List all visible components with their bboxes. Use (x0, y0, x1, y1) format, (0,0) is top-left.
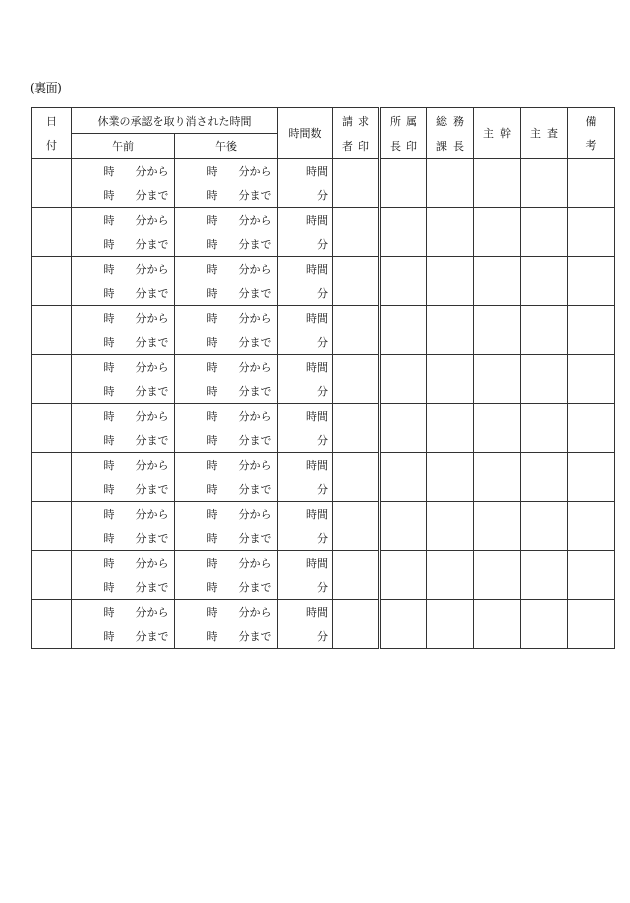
remarks-cell[interactable] (568, 453, 615, 502)
hours-cell[interactable] (278, 453, 333, 478)
inspector-cell[interactable] (521, 502, 568, 551)
remarks-cell[interactable] (568, 600, 615, 649)
inspector-cell[interactable] (521, 159, 568, 208)
inspector-cell[interactable] (521, 257, 568, 306)
record-row-top (32, 551, 615, 576)
office-head-seal-cell[interactable] (380, 502, 427, 551)
office-head-seal-cell[interactable] (380, 551, 427, 600)
am-until-cell[interactable] (72, 575, 175, 600)
cell-label: 時 (206, 606, 218, 619)
cell-label: 時間 (306, 361, 328, 374)
cell-label: 時 (103, 263, 115, 276)
cell-label: 査 (547, 127, 558, 140)
header-hours: 時間数 (278, 108, 333, 159)
date-cell[interactable] (32, 502, 72, 551)
pm-from-cell[interactable] (175, 257, 278, 282)
minutes-cell[interactable] (278, 281, 333, 306)
header-pm: 午後 (175, 134, 278, 159)
cell-label: 分から (135, 263, 169, 276)
inspector-cell[interactable] (521, 600, 568, 649)
cell-label: 時 (103, 361, 115, 374)
requester-seal-cell[interactable] (333, 208, 380, 257)
minutes-cell[interactable] (278, 183, 333, 208)
cell-label: 分まで (135, 483, 169, 496)
cell-label: 時間 (306, 214, 328, 227)
cell-label: 分まで (238, 189, 272, 202)
cell-label: 分から (135, 410, 169, 423)
header-requester-seal-bottom (333, 134, 380, 159)
header-remarks (568, 108, 615, 159)
date-cell[interactable] (32, 159, 72, 208)
cell-label: 分まで (135, 189, 169, 202)
general-affairs-chief-cell[interactable] (427, 159, 474, 208)
chief-officer-cell[interactable] (474, 208, 521, 257)
cell-label: 分まで (238, 434, 272, 447)
office-head-seal-cell[interactable] (380, 159, 427, 208)
cell-label: 時 (103, 238, 115, 251)
am-from-cell[interactable] (72, 453, 175, 478)
pm-from-cell[interactable] (175, 208, 278, 233)
chief-officer-cell[interactable] (474, 453, 521, 502)
cell-label: 時 (206, 459, 218, 472)
pm-until-cell[interactable] (175, 183, 278, 208)
am-from-cell[interactable] (72, 257, 175, 282)
pm-from-cell[interactable] (175, 404, 278, 429)
cell-label: 分 (317, 238, 328, 251)
hours-cell[interactable] (278, 404, 333, 429)
pm-until-cell[interactable] (175, 575, 278, 600)
record-row-top (32, 453, 615, 478)
cell-label: 時 (103, 630, 115, 643)
am-from-cell[interactable] (72, 306, 175, 331)
pm-from-cell[interactable] (175, 502, 278, 527)
am-from-cell[interactable] (72, 208, 175, 233)
cell-label: 時 (206, 385, 218, 398)
chief-officer-cell[interactable] (474, 551, 521, 600)
am-from-cell[interactable] (72, 355, 175, 380)
am-until-cell[interactable] (72, 428, 175, 453)
chief-officer-cell[interactable] (474, 502, 521, 551)
header-chief-officer (474, 108, 521, 159)
cell-label: 分から (238, 312, 272, 325)
remarks-cell[interactable] (568, 159, 615, 208)
cell-label: 時 (206, 557, 218, 570)
requester-seal-cell[interactable] (333, 159, 380, 208)
cell-label: 時 (103, 532, 115, 545)
cell-label: 時 (103, 483, 115, 496)
header-office-head-seal-top (380, 108, 427, 134)
cell-label: 分まで (135, 385, 169, 398)
cell-label: 求 (358, 114, 369, 128)
cell-label: 時 (206, 508, 218, 521)
cell-label: 時 (103, 189, 115, 202)
cell-label: 時間 (306, 410, 328, 423)
record-row-top (32, 208, 615, 233)
inspector-cell[interactable] (521, 404, 568, 453)
header-office-head-seal-bottom (380, 134, 427, 159)
cell-label: 分から (238, 214, 272, 227)
cell-label: 分 (317, 483, 328, 496)
cell-label: 時 (206, 214, 218, 227)
date-cell[interactable] (32, 404, 72, 453)
cell-label: 分まで (238, 532, 272, 545)
cell-label: 主 (530, 127, 541, 140)
general-affairs-chief-cell[interactable] (427, 502, 474, 551)
remarks-cell[interactable] (568, 257, 615, 306)
cell-label: 分まで (238, 287, 272, 300)
cell-label: 時 (103, 336, 115, 349)
cell-label: 日 (46, 115, 57, 128)
header-cancelled-title: 休業の承認を取り消された時間 (72, 108, 278, 134)
hours-cell[interactable] (278, 208, 333, 233)
minutes-cell[interactable] (278, 379, 333, 404)
cell-label: 者 (342, 139, 353, 153)
pm-from-cell[interactable] (175, 600, 278, 625)
minutes-cell[interactable] (278, 232, 333, 257)
record-row-top (32, 404, 615, 429)
office-head-seal-cell[interactable] (380, 600, 427, 649)
hours-cell[interactable] (278, 306, 333, 331)
cell-label: 時間 (306, 508, 328, 521)
cell-label: 分から (135, 361, 169, 374)
cell-label: 分から (135, 508, 169, 521)
pm-until-cell[interactable] (175, 379, 278, 404)
cell-label: 時 (206, 287, 218, 300)
date-cell[interactable] (32, 208, 72, 257)
cell-label: 付 (46, 139, 57, 152)
cancellation-record-table (31, 107, 615, 649)
record-row-top (32, 159, 615, 184)
cell-label: 時 (103, 165, 115, 178)
minutes-cell[interactable] (278, 428, 333, 453)
requester-seal-cell[interactable] (333, 600, 380, 649)
date-cell[interactable] (32, 257, 72, 306)
pm-until-cell[interactable] (175, 477, 278, 502)
cell-label: 分 (317, 581, 328, 594)
requester-seal-cell[interactable] (333, 404, 380, 453)
general-affairs-chief-cell[interactable] (427, 453, 474, 502)
am-from-cell[interactable] (72, 551, 175, 576)
requester-seal-cell[interactable] (333, 306, 380, 355)
cell-label: 分まで (135, 336, 169, 349)
am-from-cell[interactable] (72, 600, 175, 625)
requester-seal-cell[interactable] (333, 257, 380, 306)
am-from-cell[interactable] (72, 404, 175, 429)
hours-cell[interactable] (278, 355, 333, 380)
requester-seal-cell[interactable] (333, 551, 380, 600)
general-affairs-chief-cell[interactable] (427, 355, 474, 404)
chief-officer-cell[interactable] (474, 306, 521, 355)
cell-label: 分から (238, 459, 272, 472)
cell-label: 分 (317, 434, 328, 447)
hours-cell[interactable] (278, 551, 333, 576)
cell-label: 時 (103, 287, 115, 300)
pm-from-cell[interactable] (175, 453, 278, 478)
am-until-cell[interactable] (72, 526, 175, 551)
cell-label: 所 (390, 114, 401, 128)
cell-label: 請 (342, 114, 353, 128)
cell-label: 長 (390, 139, 401, 153)
chief-officer-cell[interactable] (474, 600, 521, 649)
cell-label: 時 (103, 312, 115, 325)
cell-label: 時 (103, 410, 115, 423)
cell-label: 備 (585, 115, 597, 128)
pm-until-cell[interactable] (175, 624, 278, 649)
cell-label: 時 (103, 459, 115, 472)
cell-label: 課 (436, 139, 447, 153)
cell-label: 分から (135, 165, 169, 178)
date-cell[interactable] (32, 306, 72, 355)
cell-label: 時 (103, 434, 115, 447)
cell-label: 時 (206, 630, 218, 643)
cell-label: 分から (238, 361, 272, 374)
chief-officer-cell[interactable] (474, 159, 521, 208)
date-cell[interactable] (32, 600, 72, 649)
am-until-cell[interactable] (72, 330, 175, 355)
pm-until-cell[interactable] (175, 281, 278, 306)
cell-label: 時 (206, 238, 218, 251)
header-requester-seal-top (333, 108, 380, 134)
cell-label: 分まで (135, 532, 169, 545)
cell-label: 分 (317, 336, 328, 349)
pm-until-cell[interactable] (175, 526, 278, 551)
pm-from-cell[interactable] (175, 355, 278, 380)
cell-label: 分まで (135, 630, 169, 643)
minutes-cell[interactable] (278, 624, 333, 649)
chief-officer-cell[interactable] (474, 257, 521, 306)
cell-label: 分 (317, 532, 328, 545)
cell-label: 分から (238, 165, 272, 178)
cell-label: 時 (103, 214, 115, 227)
cell-label: 分まで (135, 581, 169, 594)
cell-label: 分から (135, 459, 169, 472)
cell-label: 分から (238, 557, 272, 570)
cell-label: 分まで (135, 287, 169, 300)
am-from-cell[interactable] (72, 159, 175, 184)
cell-label: 分まで (135, 434, 169, 447)
pm-from-cell[interactable] (175, 551, 278, 576)
header-inspector (521, 108, 568, 159)
pm-until-cell[interactable] (175, 428, 278, 453)
cell-label: 分から (238, 606, 272, 619)
requester-seal-cell[interactable] (333, 502, 380, 551)
hours-cell[interactable] (278, 600, 333, 625)
am-until-cell[interactable] (72, 183, 175, 208)
cell-label: 分から (238, 263, 272, 276)
am-until-cell[interactable] (72, 477, 175, 502)
header-date (32, 108, 72, 159)
remarks-cell[interactable] (568, 502, 615, 551)
cell-label: 時 (206, 263, 218, 276)
cell-label: 時 (206, 532, 218, 545)
cell-label: 分 (317, 287, 328, 300)
cell-label: 時 (206, 361, 218, 374)
header-am: 午前 (72, 134, 175, 159)
office-head-seal-cell[interactable] (380, 257, 427, 306)
cell-label: 時 (103, 557, 115, 570)
minutes-cell[interactable] (278, 477, 333, 502)
cell-label: 時間 (306, 557, 328, 570)
inspector-cell[interactable] (521, 453, 568, 502)
cell-label: 時間 (306, 165, 328, 178)
office-head-seal-cell[interactable] (380, 208, 427, 257)
record-row-top (32, 257, 615, 282)
cell-label: 総 (436, 114, 447, 128)
general-affairs-chief-cell[interactable] (427, 257, 474, 306)
office-head-seal-cell[interactable] (380, 355, 427, 404)
remarks-cell[interactable] (568, 306, 615, 355)
date-cell[interactable] (32, 453, 72, 502)
cell-label: 分まで (238, 630, 272, 643)
general-affairs-chief-cell[interactable] (427, 551, 474, 600)
cell-label: 時間 (306, 459, 328, 472)
office-head-seal-cell[interactable] (380, 404, 427, 453)
cell-label: 時 (206, 336, 218, 349)
cell-label: 時間 (306, 263, 328, 276)
cell-label: 分から (135, 557, 169, 570)
general-affairs-chief-cell[interactable] (427, 600, 474, 649)
cell-label: 分 (317, 385, 328, 398)
pm-from-cell[interactable] (175, 159, 278, 184)
requester-seal-cell[interactable] (333, 355, 380, 404)
inspector-cell[interactable] (521, 551, 568, 600)
cell-label: 分まで (135, 238, 169, 251)
pm-until-cell[interactable] (175, 232, 278, 257)
am-until-cell[interactable] (72, 379, 175, 404)
remarks-cell[interactable] (568, 404, 615, 453)
pm-until-cell[interactable] (175, 330, 278, 355)
cell-label: 時 (206, 410, 218, 423)
am-until-cell[interactable] (72, 281, 175, 306)
cell-label: 分 (317, 189, 328, 202)
cell-label: 考 (585, 139, 597, 152)
remarks-cell[interactable] (568, 355, 615, 404)
hours-cell[interactable] (278, 257, 333, 282)
cell-label: 主 (483, 127, 494, 140)
inspector-cell[interactable] (521, 306, 568, 355)
minutes-cell[interactable] (278, 526, 333, 551)
header-general-affairs-chief-top (427, 108, 474, 134)
record-row-top (32, 600, 615, 625)
cell-label: 時 (103, 606, 115, 619)
general-affairs-chief-cell[interactable] (427, 404, 474, 453)
chief-officer-cell[interactable] (474, 404, 521, 453)
hours-cell[interactable] (278, 502, 333, 527)
cell-label: 分から (238, 410, 272, 423)
cell-label: 分まで (238, 336, 272, 349)
cell-label: 分まで (238, 238, 272, 251)
cell-label: 時 (206, 483, 218, 496)
inspector-cell[interactable] (521, 208, 568, 257)
cell-label: 分まで (238, 483, 272, 496)
remarks-cell[interactable] (568, 551, 615, 600)
cell-label: 幹 (500, 127, 511, 140)
cell-label: 時 (206, 165, 218, 178)
header-general-affairs-chief-bottom (427, 134, 474, 159)
cell-label: 時 (206, 312, 218, 325)
cell-label: 時 (103, 385, 115, 398)
date-cell[interactable] (32, 551, 72, 600)
cell-label: 時間 (306, 606, 328, 619)
cell-label: 時 (103, 508, 115, 521)
inspector-cell[interactable] (521, 355, 568, 404)
cell-label: 時 (206, 434, 218, 447)
minutes-cell[interactable] (278, 575, 333, 600)
hours-cell[interactable] (278, 159, 333, 184)
cell-label: 分から (135, 214, 169, 227)
requester-seal-cell[interactable] (333, 453, 380, 502)
cell-label: 時 (103, 581, 115, 594)
record-row-top (32, 355, 615, 380)
cell-label: 印 (358, 139, 369, 153)
office-head-seal-cell[interactable] (380, 306, 427, 355)
cell-label: 時 (206, 581, 218, 594)
am-until-cell[interactable] (72, 232, 175, 257)
cell-label: 分から (238, 508, 272, 521)
cell-label: 属 (406, 114, 417, 128)
cell-label: 分 (317, 630, 328, 643)
am-from-cell[interactable] (72, 502, 175, 527)
date-cell[interactable] (32, 355, 72, 404)
record-row-top (32, 306, 615, 331)
general-affairs-chief-cell[interactable] (427, 306, 474, 355)
cell-label: 分から (135, 312, 169, 325)
cell-label: 長 (453, 139, 464, 153)
cell-label: 分まで (238, 385, 272, 398)
am-until-cell[interactable] (72, 624, 175, 649)
pm-from-cell[interactable] (175, 306, 278, 331)
cell-label: 時 (206, 189, 218, 202)
cell-label: 印 (406, 139, 417, 153)
remarks-cell[interactable] (568, 208, 615, 257)
cell-label: 務 (453, 114, 464, 128)
record-row-top (32, 502, 615, 527)
minutes-cell[interactable] (278, 330, 333, 355)
general-affairs-chief-cell[interactable] (427, 208, 474, 257)
cell-label: 分から (135, 606, 169, 619)
office-head-seal-cell[interactable] (380, 453, 427, 502)
cell-label: 分まで (238, 581, 272, 594)
cell-label: 時間 (306, 312, 328, 325)
chief-officer-cell[interactable] (474, 355, 521, 404)
page-label: (裏面) (30, 81, 62, 95)
